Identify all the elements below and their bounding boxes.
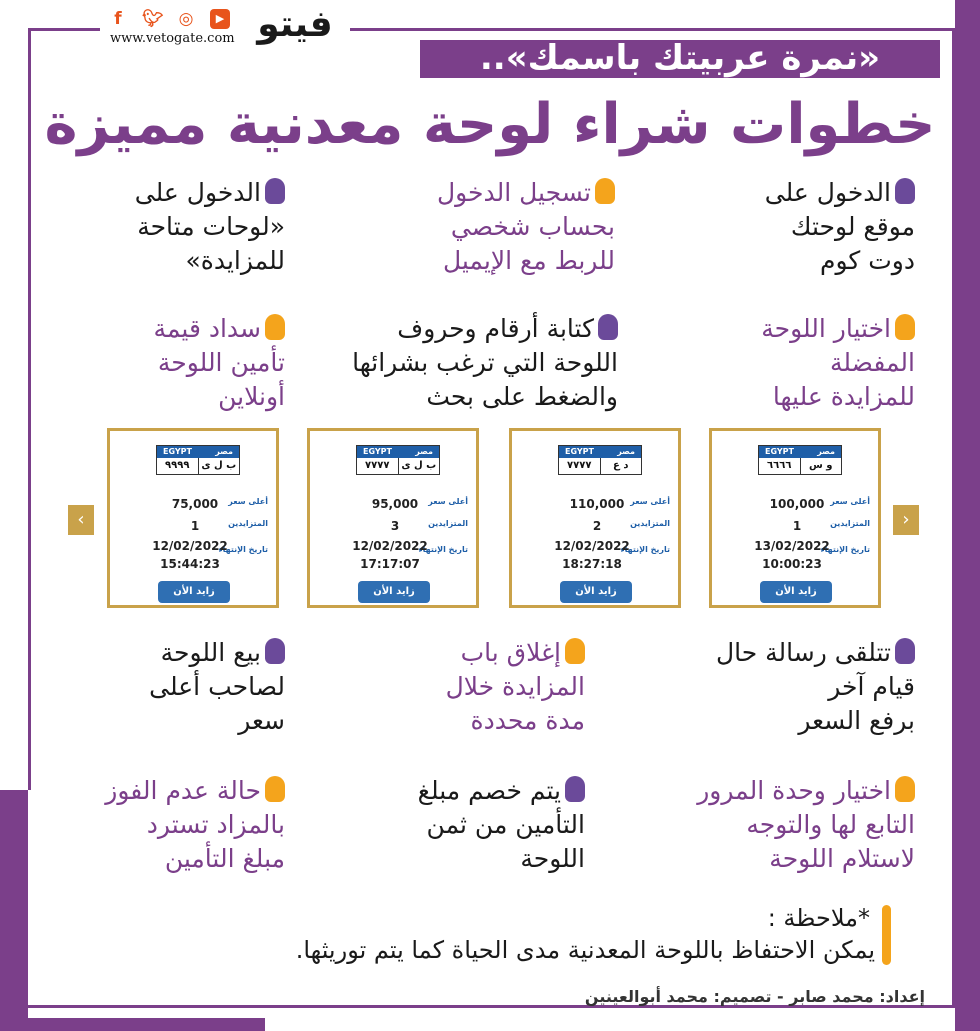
hand-icon (265, 314, 285, 340)
card-time: 18:27:18 (562, 557, 622, 571)
hand-icon (265, 178, 285, 204)
note-title: *ملاحظة : (767, 904, 870, 932)
instagram-icon[interactable]: ◎ (178, 9, 194, 29)
note-accent-bar (882, 905, 891, 965)
frame-bottom-bar (0, 1018, 265, 1031)
step-5: كتابة أرقام وحروف اللوحة التي ترغب بشرائها والضغط على بحث (352, 314, 618, 411)
step-3: الدخول على «لوحات متاحة للمزايدة» (134, 178, 285, 275)
card-time: 10:00:23 (762, 557, 822, 571)
page-title: خطوات شراء لوحة معدنية مميزة (44, 92, 936, 157)
site-url[interactable]: www.vetogate.com (110, 31, 235, 46)
step-6: سداد قيمة تأمين اللوحة أونلاين (153, 314, 285, 411)
step-11: يتم خصم مبلغ التأمين من ثمن اللوحة (417, 776, 585, 873)
carousel-prev-button[interactable]: ‹ (68, 505, 94, 535)
card-bidders: 2 (592, 519, 602, 533)
hand-icon (895, 638, 915, 664)
note-text: يمكن الاحتفاظ باللوحة المعدنية مدى الحياة كما يتم توريثها. (295, 936, 875, 964)
card-date: 12/02/2022 (352, 539, 428, 553)
facebook-icon[interactable]: f (114, 9, 122, 29)
card-price: 95,000 (371, 497, 419, 511)
step-8: إغلاق باب المزايدة خلال مدة محددة (445, 638, 585, 735)
brand-logo: فيتو (257, 4, 333, 45)
hand-icon (598, 314, 618, 340)
plate-card[interactable]: EGYPT مصر ٦٦٦٦ و س أعلى سعر المتزايدين تاريخ الإنتهاء 100,000 1 13/02/2022 10:00:23 زايد الأن (709, 428, 881, 608)
plate-card[interactable]: EGYPT مصر ٧٧٧٧ د ع أعلى سعر المتزايدين تاريخ الإنتهاء 110,000 2 12/02/2022 18:27:18 زايد الأن (509, 428, 681, 608)
hand-icon (565, 776, 585, 802)
bid-now-button[interactable]: زايد الأن (560, 581, 632, 603)
card-price: 100,000 (769, 497, 825, 511)
card-price: 110,000 (569, 497, 625, 511)
bid-now-button[interactable]: زايد الأن (760, 581, 832, 603)
step-7: تتلقى رسالة حال قيام آخر برفع السعر (715, 638, 915, 735)
credits: إعداد: محمد صابر - تصميم: محمد أبوالعينين (584, 987, 925, 1006)
card-bidders: 3 (390, 519, 400, 533)
hand-icon (895, 314, 915, 340)
card-time: 15:44:23 (160, 557, 220, 571)
step-12: حالة عدم الفوز بالمزاد تسترد مبلغ التأمين (105, 776, 285, 873)
youtube-icon[interactable]: ▶ (210, 9, 230, 29)
hand-icon (265, 638, 285, 664)
card-bidders: 1 (792, 519, 802, 533)
hand-icon (895, 178, 915, 204)
hand-icon (895, 776, 915, 802)
license-plate: EGYPT مصر ٩٩٩٩ ب ل ى (156, 445, 240, 475)
carousel-next-button[interactable]: › (893, 505, 919, 535)
plate-card[interactable]: EGYPT مصر ٧٧٧٧ ب ل ى أعلى سعر المتزايدين تاريخ الإنتهاء 95,000 3 12/02/2022 17:17:07 زايد الأن (307, 428, 479, 608)
step-4: اختيار اللوحة المفضلة للمزايدة عليها (761, 314, 915, 411)
card-date: 13/02/2022 (754, 539, 830, 553)
bid-now-button[interactable]: زايد الأن (358, 581, 430, 603)
card-bidders: 1 (190, 519, 200, 533)
plate-card[interactable]: EGYPT مصر ٩٩٩٩ ب ل ى أعلى سعر المتزايدين تاريخ الإنتهاء 75,000 1 12/02/2022 15:44:23 زايد الأن (107, 428, 279, 608)
step-10: اختيار وحدة المرور التابع لها والتوجه لاستلام اللوحة (697, 776, 915, 873)
license-plate: EGYPT مصر ٦٦٦٦ و س (758, 445, 842, 475)
subtitle: «نمرة عربيتك باسمك».. (479, 38, 881, 78)
card-date: 12/02/2022 (152, 539, 228, 553)
frame-right-band (955, 0, 980, 1031)
step-9: بيع اللوحة لصاحب أعلى سعر (149, 638, 285, 735)
frame-left-line (28, 28, 31, 790)
step-2: تسجيل الدخول بحساب شخصي للربط مع الإيميل (436, 178, 615, 275)
license-plate: EGYPT مصر ٧٧٧٧ ب ل ى (356, 445, 440, 475)
hand-icon (595, 178, 615, 204)
social-icons (108, 9, 230, 29)
card-date: 12/02/2022 (554, 539, 630, 553)
hand-icon (565, 638, 585, 664)
hand-icon (265, 776, 285, 802)
twitter-icon[interactable]: 🐦︎ (142, 9, 164, 29)
license-plate: EGYPT مصر ٧٧٧٧ د ع (558, 445, 642, 475)
step-1: الدخول على موقع لوحتك دوت كوم (764, 178, 915, 275)
card-price: 75,000 (171, 497, 219, 511)
bid-now-button[interactable]: زايد الأن (158, 581, 230, 603)
frame-bottom-left-band (0, 790, 28, 1031)
card-time: 17:17:07 (360, 557, 420, 571)
